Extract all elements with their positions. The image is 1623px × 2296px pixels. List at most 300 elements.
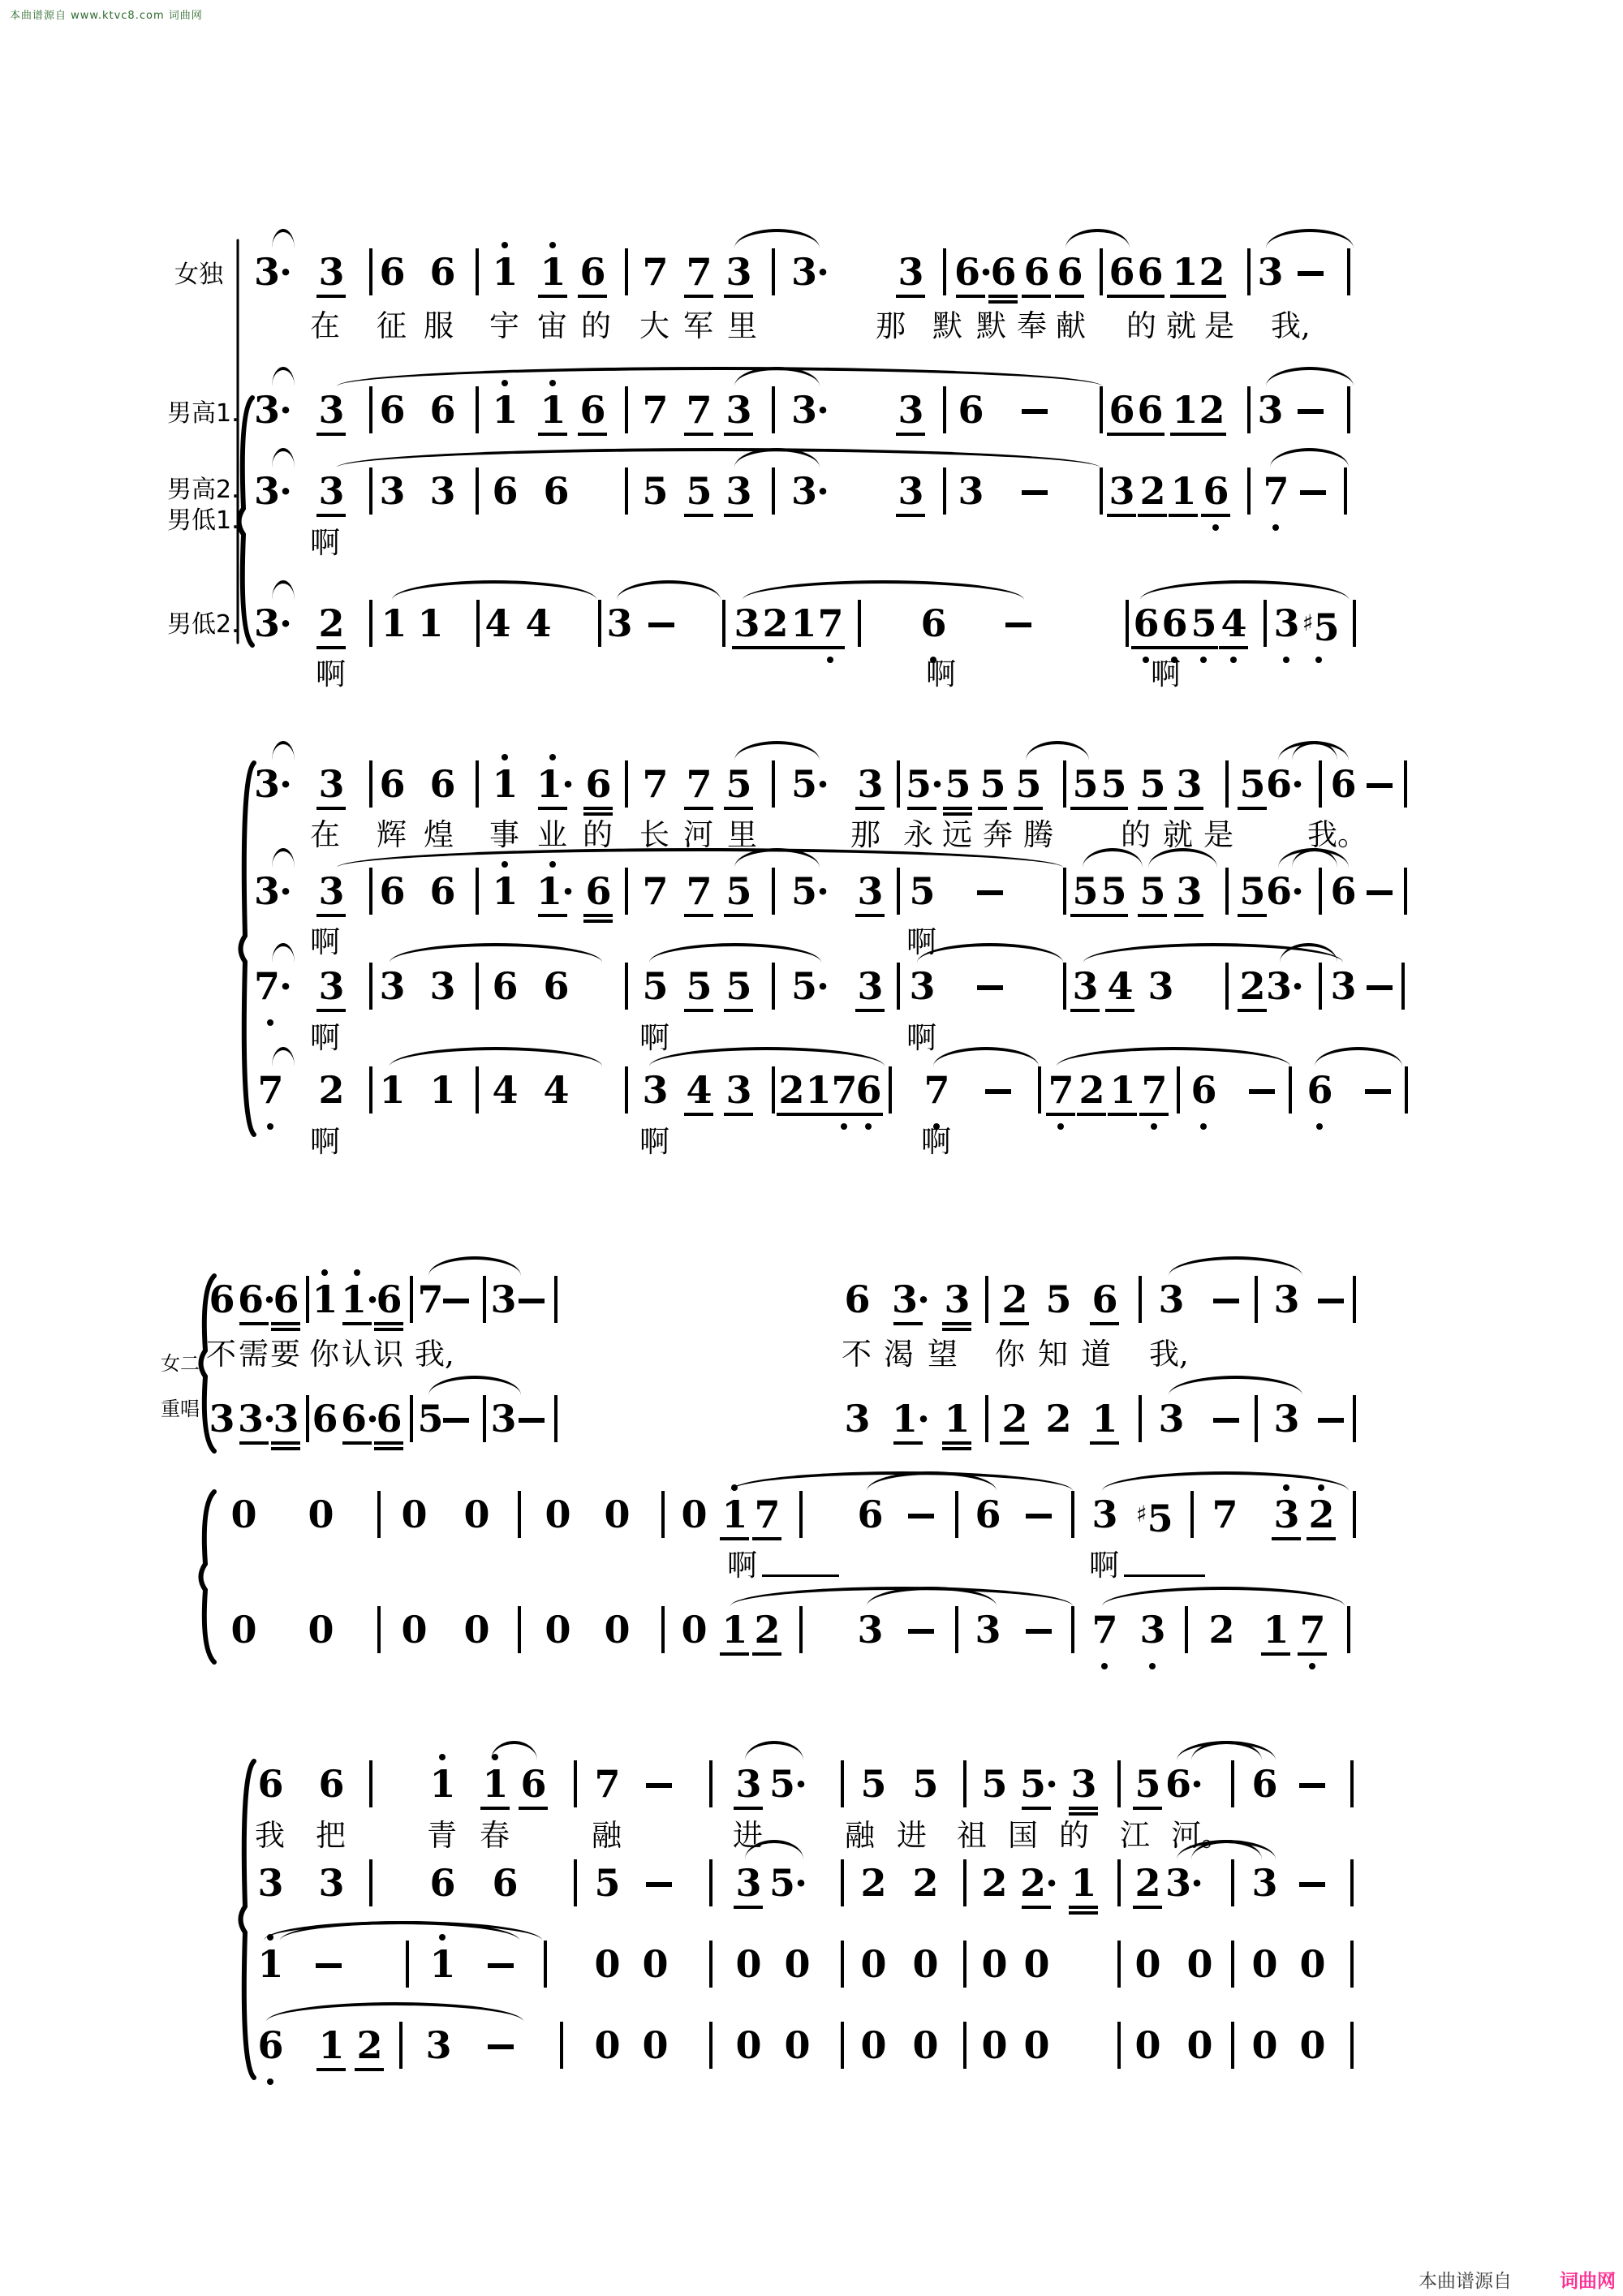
note: 6 xyxy=(844,1277,870,1321)
note: 3· xyxy=(238,1400,270,1437)
note: 1 xyxy=(308,1281,341,1318)
note: 3 xyxy=(429,469,455,513)
note: 6· xyxy=(341,1400,373,1437)
note: 6 xyxy=(917,605,949,642)
barline xyxy=(369,600,372,647)
beam-underline xyxy=(724,295,753,298)
beam-underline xyxy=(316,433,346,436)
note: 3· xyxy=(254,250,292,294)
note: 5 xyxy=(981,1762,1007,1806)
beam-underline xyxy=(1022,295,1051,298)
note: 1· xyxy=(536,872,569,910)
beam-underline xyxy=(724,807,753,810)
octave-dot-low xyxy=(1272,524,1279,531)
barline xyxy=(369,963,372,1010)
barline xyxy=(476,868,479,915)
beam-underline xyxy=(1105,1009,1134,1012)
lyric: 不 xyxy=(842,1337,872,1372)
octave-dot-low xyxy=(1309,1663,1315,1669)
note: 6 xyxy=(576,253,609,291)
barline xyxy=(1350,1760,1354,1807)
lyric: 军 xyxy=(683,308,713,343)
beam-underline xyxy=(1131,646,1160,649)
lyric-extension-line xyxy=(1124,1574,1205,1577)
beam-underline xyxy=(538,914,567,917)
note: 3 xyxy=(379,469,405,513)
beam-underline xyxy=(684,1113,713,1116)
rest-note: 0 xyxy=(1251,2023,1277,2067)
beam-underline xyxy=(777,1113,806,1116)
slur-arc xyxy=(272,229,295,248)
beam-underline xyxy=(734,1807,763,1810)
barline xyxy=(841,1941,844,1988)
note: 5 xyxy=(722,967,755,1005)
slur-arc xyxy=(266,2002,523,2022)
note: 6 xyxy=(1158,605,1190,642)
beam-underline xyxy=(1160,646,1189,649)
barline xyxy=(554,1395,558,1442)
slur-arc xyxy=(1102,1587,1345,1606)
note: 5 xyxy=(976,765,1009,803)
octave-dot-low xyxy=(1143,657,1149,663)
note: 6 xyxy=(1130,605,1162,642)
note: 6 xyxy=(543,469,569,513)
note: 6 xyxy=(209,1277,235,1321)
rest-note: 0 xyxy=(1023,1942,1049,1986)
note: 1 xyxy=(718,1496,751,1533)
duration-dash xyxy=(1022,409,1048,414)
note: 6 xyxy=(582,765,614,803)
note: 6· xyxy=(954,253,987,291)
lyric: 远 xyxy=(942,817,972,852)
voice-label: 女二 xyxy=(161,1352,200,1375)
lyric: 就 xyxy=(1163,817,1193,852)
barline xyxy=(897,868,900,915)
barline xyxy=(1350,2022,1354,2069)
note: 7 xyxy=(1212,1493,1238,1536)
barline xyxy=(1404,760,1407,808)
note: 5 xyxy=(1236,872,1268,910)
duration-dash xyxy=(1026,1629,1052,1634)
note: 6 xyxy=(257,1762,283,1806)
note: 3 xyxy=(1067,1765,1100,1803)
octave-dot-low xyxy=(267,1019,273,1026)
slur-arc xyxy=(1315,1047,1402,1066)
lyric: 默 xyxy=(976,308,1006,343)
beam-underline xyxy=(1022,1807,1051,1810)
beam-underline xyxy=(1174,914,1203,917)
note: 6 xyxy=(269,1281,302,1318)
lyric: 默 xyxy=(932,308,962,343)
lyric: 的 xyxy=(583,817,613,852)
beam-underline xyxy=(1135,295,1165,298)
note: 5 xyxy=(941,765,974,803)
duration-dash xyxy=(1318,1418,1344,1423)
note: 6 xyxy=(1105,391,1138,429)
beam-underline xyxy=(724,1009,753,1012)
beam-underline xyxy=(684,807,713,810)
note: 7 xyxy=(814,605,846,642)
beam-underline xyxy=(1000,1322,1029,1325)
note: 6 xyxy=(1053,253,1086,291)
note: 1 xyxy=(254,1945,286,1983)
barline xyxy=(963,2022,966,2069)
barline xyxy=(1100,248,1103,295)
barline xyxy=(410,1395,413,1442)
voice-label: 男高1. xyxy=(167,399,239,428)
barline xyxy=(1353,1276,1356,1323)
note: 5 xyxy=(417,1397,443,1441)
note: 7 xyxy=(642,762,668,806)
note: 2 xyxy=(981,1861,1007,1905)
slur-arc xyxy=(1270,448,1349,467)
note: 6 xyxy=(1251,1762,1277,1806)
sharp-sign: ♯ xyxy=(1136,1501,1147,1527)
lyric: 宙 xyxy=(537,308,567,343)
note: 1 xyxy=(489,872,521,910)
voice-label: 男低1. xyxy=(167,506,239,535)
barline xyxy=(889,1066,892,1114)
duration-dash xyxy=(1318,1299,1344,1303)
lyric: 我 xyxy=(255,1818,285,1853)
note: 6 xyxy=(1330,762,1356,806)
note: 2 xyxy=(1208,1608,1234,1652)
note: 5 xyxy=(1136,872,1169,910)
beam-underline xyxy=(1170,295,1199,298)
note: 6 xyxy=(372,1400,405,1437)
duration-dash xyxy=(1299,1783,1325,1788)
system-brace xyxy=(201,1492,215,1662)
barline xyxy=(963,1941,966,1988)
note: 3 xyxy=(1330,964,1356,1008)
barline xyxy=(722,600,725,647)
barline xyxy=(1117,1859,1121,1906)
duration-dash xyxy=(1005,622,1031,627)
note: 2 xyxy=(318,1068,344,1112)
lyric: 河 xyxy=(683,817,713,852)
slur-arc xyxy=(272,580,295,600)
beam-underline xyxy=(907,807,936,810)
note: 2 xyxy=(751,1611,783,1648)
beam-underline xyxy=(316,646,346,649)
rest-note: 0 xyxy=(463,1608,489,1652)
note: 3 xyxy=(894,391,927,429)
rest-note: 0 xyxy=(401,1493,427,1536)
barline xyxy=(625,248,628,295)
note: 7 xyxy=(682,391,715,429)
rest-note: 0 xyxy=(604,1608,630,1652)
beam-underline xyxy=(1077,1113,1106,1116)
lyric: 的 xyxy=(581,308,611,343)
barline xyxy=(1190,1491,1194,1538)
beam-underline-2 xyxy=(1069,1911,1098,1915)
beam-underline xyxy=(1135,433,1165,436)
beam-underline xyxy=(316,295,346,298)
lyric: 渴 xyxy=(884,1337,914,1372)
barline xyxy=(799,1491,803,1538)
note: 1 xyxy=(426,1945,458,1983)
beam-underline xyxy=(1307,1537,1336,1540)
note: 6 xyxy=(543,964,569,1008)
lyric: 征 xyxy=(377,308,407,343)
lyric: 啊 xyxy=(1089,1548,1119,1583)
note: 3· xyxy=(892,1281,924,1318)
barline xyxy=(709,2022,712,2069)
note: 3 xyxy=(894,472,927,510)
beam-underline xyxy=(271,1441,300,1445)
note: 5 xyxy=(722,872,755,910)
note: 3· xyxy=(254,469,292,513)
duration-dash xyxy=(648,622,674,627)
rest-note: 0 xyxy=(860,1942,886,1986)
barline xyxy=(943,386,946,433)
system-brace xyxy=(241,763,255,1135)
octave-dot-low xyxy=(267,1123,273,1130)
lyric: 河。 xyxy=(1171,1818,1231,1853)
note: 2· xyxy=(1020,1864,1053,1902)
duration-dash xyxy=(646,1783,672,1788)
note: 6 xyxy=(492,469,518,513)
barline xyxy=(483,1276,486,1323)
system-brace xyxy=(241,1761,255,2078)
note: 7 xyxy=(751,1496,783,1533)
lyric: 的 xyxy=(1059,1818,1089,1853)
beam-underline xyxy=(316,1009,346,1012)
barline xyxy=(1038,1066,1041,1114)
beam-underline xyxy=(1069,1906,1098,1909)
octave-dot-low xyxy=(1149,1663,1156,1669)
note: 2 xyxy=(1131,1864,1164,1902)
beam-underline xyxy=(239,1441,269,1445)
octave-dot-low xyxy=(1283,657,1289,663)
barline xyxy=(1225,963,1229,1010)
barline xyxy=(897,963,900,1010)
rest-note: 0 xyxy=(1251,1942,1277,1986)
beam-underline xyxy=(1238,914,1267,917)
note: 3 xyxy=(975,1608,1001,1652)
note: 3 xyxy=(1136,1611,1169,1648)
note: 7 xyxy=(642,869,668,913)
note: 1 xyxy=(1169,253,1201,291)
lyric: 进 xyxy=(897,1818,927,1853)
beam-underline xyxy=(578,295,607,298)
octave-dot-high xyxy=(439,1754,446,1760)
barline xyxy=(1347,1606,1350,1653)
lyric: 永 xyxy=(903,817,933,852)
note: 6 xyxy=(1199,472,1232,510)
note: 6 xyxy=(312,1397,338,1441)
barline xyxy=(1126,600,1129,647)
beam-underline xyxy=(1090,1322,1119,1325)
beam-underline xyxy=(896,514,925,517)
barline xyxy=(1100,386,1103,433)
lyric: 我。 xyxy=(1307,817,1367,852)
beam-underline xyxy=(1139,1113,1169,1116)
note: 5 xyxy=(909,869,935,913)
note: 5 xyxy=(1045,1277,1071,1321)
rest-note: 0 xyxy=(912,1942,938,1986)
note: 6 xyxy=(492,1861,518,1905)
beam-underline xyxy=(239,1322,269,1325)
beam-underline xyxy=(720,1537,749,1540)
barline xyxy=(476,248,479,295)
beam-underline xyxy=(374,1322,403,1325)
beam-underline xyxy=(1138,807,1167,810)
barline xyxy=(897,760,900,808)
note: 1 xyxy=(479,1765,511,1803)
note: 7 xyxy=(1044,1071,1077,1109)
note: 6 xyxy=(379,388,405,432)
duration-dash xyxy=(908,1514,934,1518)
note: 5 xyxy=(1097,872,1130,910)
barline xyxy=(625,467,628,515)
note: 6 xyxy=(429,869,455,913)
slur-arc xyxy=(617,580,721,600)
barline xyxy=(1350,1941,1354,1988)
barline xyxy=(772,760,775,808)
note: 5 xyxy=(912,1762,938,1806)
beam-underline-2 xyxy=(942,1328,971,1331)
barline xyxy=(1405,1066,1408,1114)
slur-arc xyxy=(491,1741,537,1760)
lyric: 的 xyxy=(1126,308,1156,343)
note: 6 xyxy=(1134,253,1166,291)
beam-underline xyxy=(538,295,567,298)
slur-arc xyxy=(1169,1256,1302,1276)
note: 3 xyxy=(1270,1496,1302,1533)
beam-underline xyxy=(1055,295,1084,298)
note: 7 xyxy=(828,1071,860,1109)
slur-arc xyxy=(933,1047,1039,1066)
note: 7 xyxy=(682,253,715,291)
barline xyxy=(1247,248,1251,295)
barline xyxy=(518,1606,521,1653)
octave-dot-high xyxy=(502,754,508,760)
note: 7 xyxy=(1296,1611,1328,1648)
note: 2 xyxy=(1195,253,1228,291)
duration-dash xyxy=(519,1418,545,1423)
note: 3 xyxy=(1173,872,1205,910)
octave-dot-low xyxy=(1057,1123,1064,1130)
note: 2 xyxy=(1136,472,1169,510)
note: 2 xyxy=(998,1281,1031,1318)
octave-dot-low xyxy=(1200,1123,1207,1130)
note: 7 xyxy=(920,1071,953,1109)
note: 1 xyxy=(1167,472,1199,510)
note: 6 xyxy=(429,388,455,432)
barline xyxy=(985,1276,988,1323)
duration-dash xyxy=(1249,1089,1275,1094)
lyric: 识 xyxy=(373,1337,403,1372)
barline xyxy=(476,467,479,515)
note: 6 xyxy=(429,762,455,806)
barline xyxy=(476,1066,479,1114)
note: 3 xyxy=(722,1071,755,1109)
beam-underline xyxy=(1014,807,1043,810)
note: 3· xyxy=(254,601,292,645)
barline xyxy=(399,2022,403,2069)
beam-underline xyxy=(1000,1441,1029,1445)
note: 1 xyxy=(536,253,569,291)
beam-underline xyxy=(854,1113,883,1116)
voice-label: 重唱 xyxy=(161,1398,200,1420)
beam-underline-2 xyxy=(1069,1812,1098,1816)
note: 2 xyxy=(860,1861,886,1905)
beam-underline-2 xyxy=(374,1328,403,1331)
beam-underline xyxy=(271,1322,300,1325)
lyric: 宇 xyxy=(489,308,519,343)
note: 4 xyxy=(484,601,510,645)
note: 7 xyxy=(1138,1071,1170,1109)
note: 5 xyxy=(1012,765,1044,803)
barline xyxy=(476,600,480,647)
note: 5· xyxy=(791,869,829,913)
beam-underline xyxy=(1133,1807,1162,1810)
watermark-bottom-source: 本曲谱源自 xyxy=(1419,2271,1512,2292)
beam-underline-2 xyxy=(271,1328,300,1331)
barline xyxy=(625,1066,628,1114)
slur-arc xyxy=(917,943,1063,963)
slur-arc xyxy=(745,1741,803,1760)
barline xyxy=(772,248,775,295)
note: 3 xyxy=(315,472,347,510)
octave-dot-low xyxy=(1212,524,1219,531)
duration-dash xyxy=(443,1299,469,1303)
note: 3 xyxy=(315,765,347,803)
note: 5· xyxy=(769,1861,807,1905)
barline xyxy=(369,1066,372,1114)
duration-dash xyxy=(316,1963,342,1968)
note: 2 xyxy=(1195,391,1228,429)
beam-underline xyxy=(724,914,753,917)
lyric: 在 xyxy=(310,817,340,852)
note: 6 xyxy=(517,1765,549,1803)
barline xyxy=(544,1941,547,1988)
lyric: 献 xyxy=(1056,308,1086,343)
note: 4 xyxy=(1104,967,1136,1005)
barline xyxy=(369,386,372,433)
barline xyxy=(1255,1276,1258,1323)
barline xyxy=(1231,1941,1234,1988)
note: 3 xyxy=(1270,605,1302,642)
note: 7 xyxy=(254,1071,286,1109)
lyric: 事 xyxy=(489,817,519,852)
note: 5 xyxy=(642,469,668,513)
duration-dash xyxy=(1022,490,1048,495)
barline xyxy=(1063,760,1066,808)
lyric: 啊 xyxy=(1151,657,1181,691)
note: 1 xyxy=(489,253,521,291)
beam-underline xyxy=(1189,646,1218,649)
lyric: 啊 xyxy=(906,924,936,959)
octave-dot-high xyxy=(354,1269,360,1276)
note: 5· xyxy=(906,765,938,803)
note: 5 xyxy=(594,1861,620,1905)
lyric: 在 xyxy=(310,308,340,343)
rest-note: 0 xyxy=(1299,2023,1325,2067)
barline xyxy=(369,1760,372,1807)
note: 1 xyxy=(429,1068,455,1112)
rest-note: 0 xyxy=(642,2023,668,2067)
note: 3 xyxy=(894,253,927,291)
lyric: 我, xyxy=(415,1337,454,1372)
beam-underline-2 xyxy=(583,920,613,923)
rest-note: 0 xyxy=(681,1493,707,1536)
rest-note: 0 xyxy=(735,2023,761,2067)
note: 5 xyxy=(682,472,715,510)
note: 3 xyxy=(1105,472,1138,510)
beam-underline xyxy=(816,646,845,649)
